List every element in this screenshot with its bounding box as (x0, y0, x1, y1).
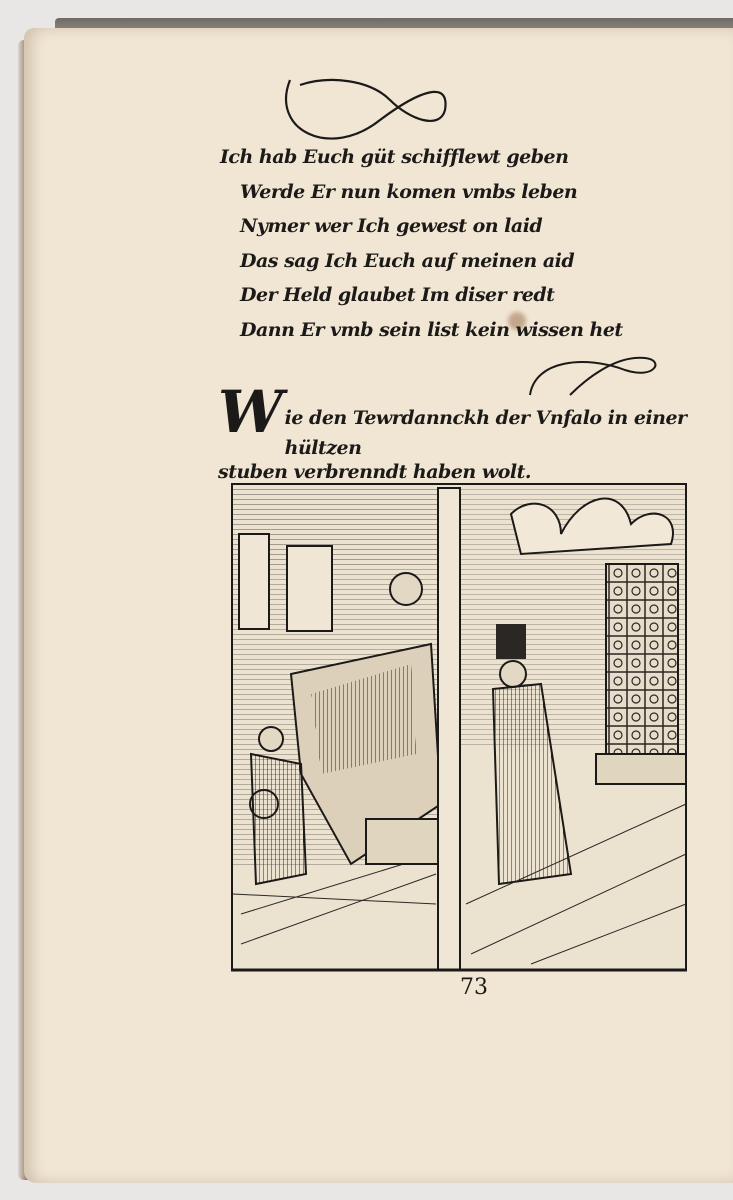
verse-line: Der Held glaubet Im diser redt (240, 284, 555, 306)
verse-block (220, 140, 623, 347)
page-number: 73 (460, 975, 488, 1000)
verse-line: Ich hab Euch güt schifflewt geben (220, 146, 569, 168)
woodcut-illustration (231, 474, 687, 972)
heading-line: ie den Tewrdannckh der Vnfalo in einer hültzen (284, 407, 687, 459)
heading-line: stuben verbrenndt haben wolt. (218, 461, 531, 483)
verse-line: Werde Er nun komen vmbs leben (240, 180, 578, 203)
decorated-initial: W (218, 378, 283, 446)
top-flourish (270, 70, 460, 150)
verse-line: Dann Er vmb sein list kein wissen het (240, 318, 623, 341)
verse-line: Das sag Ich Euch auf meinen aid (240, 249, 575, 272)
chapter-heading (218, 378, 703, 487)
verse-line: Nymer wer Ich gewest on laid (240, 215, 543, 237)
